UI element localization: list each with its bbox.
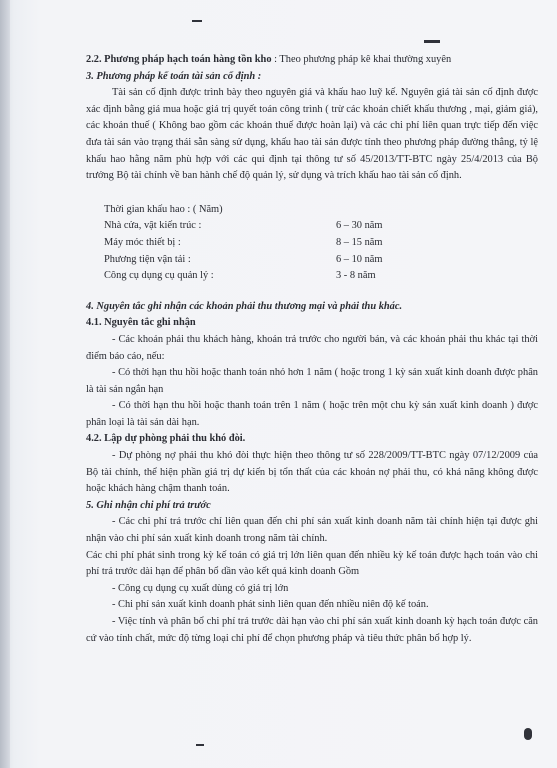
heading-5: 5. Ghi nhận chi phí trả trước xyxy=(86,499,211,511)
heading-2-2 xyxy=(86,52,538,69)
heading-3: 3. Phương pháp kế toán tài sản cố định : xyxy=(86,70,262,82)
paragraph-fixed-assets: Tài sản cố định được trình bày theo nguyên giá và khấu hao luỹ kế. Nguyên giá tài sản cố định được xác định bằng giá mua hoặc giá trị quyết toán công trình ( trừ các khoản chiết khấu thương , mại, giảm giá), các khoản thuế ( Không bao gồm các khoản thuế được hoàn lại) và các chi phí liên quan trực tiếp đến việc đưa tài sản vào trạng thái sẵn sàng sử dụng, khấu hao tài sản được tính theo phương pháp đường thẳng, tỷ lệ khấu hao hằng năm phù hợp với các qui định tại thông tư số 45/2013/TT-BTC ngày 25/4/2013 của Bộ trưởng Bộ tài chính về ban hành chế độ quản lý, sử dụng và trích khấu hao tài sản cố định. xyxy=(86,87,538,182)
useful-life-value: 3 - 8 năm xyxy=(336,270,376,282)
page-binding-edge xyxy=(0,0,10,768)
useful-life-value: 6 – 30 năm xyxy=(336,220,383,232)
scan-mark-bottom-left xyxy=(196,744,204,746)
useful-life-row xyxy=(104,252,538,269)
paragraph-doubtful-debts: - Dự phòng nợ phải thu khó đòi thực hiện theo thông tư số 228/2009/TT-BTC ngày 07/12/2009 của Bộ tài chính, thể hiện phần giá trị dự kiến bị tổn thất của các khoản nợ phải thu, có khả năng không được hoặc khách hàng chậm thanh toán. xyxy=(86,450,538,495)
heading-2-2-label: 2.2. Phương pháp hạch toán hàng tồn kho xyxy=(86,54,272,65)
useful-life-row xyxy=(104,235,538,252)
useful-life-row xyxy=(104,268,538,285)
useful-life-name: Công cụ dụng cụ quản lý : xyxy=(104,270,214,282)
scan-mark-bottom-right xyxy=(524,728,532,740)
scan-mark-top-right xyxy=(424,40,440,43)
paragraph-prepaid-allocation: - Việc tính và phân bổ chi phí trả trước dài hạn vào chi phí sản xuất kinh doanh kỳ hạch toán được căn cứ vào tính chất, mức độ từng loại chi phí để chọn phương pháp và tiêu thức phân bổ hợp lý. xyxy=(86,616,538,644)
useful-life-name: Máy móc thiết bị : xyxy=(104,236,181,248)
useful-life-title: Thời gian khấu hao : ( Năm) xyxy=(104,203,223,215)
heading-4: 4. Nguyên tắc ghi nhận các khoản phải thu thương mại và phải thu khác. xyxy=(86,300,403,312)
heading-4-1: 4.1. Nguyên tắc ghi nhận xyxy=(86,317,196,329)
paragraph-prepaid-multi-period: - Chi phí sản xuất kinh doanh phát sinh liên quan đến nhiều niên độ kế toán. xyxy=(112,599,429,611)
paragraph-receivables-intro: - Các khoản phải thu khách hàng, khoản trả trước cho người bán, và các khoản phải thu khác tại thời điểm báo cáo, nếu: xyxy=(86,333,538,362)
paragraph-prepaid-long-term: Các chi phí phát sinh trong kỳ kế toán có giá trị lớn liên quan đến nhiều kỳ kế toán được hạch toán vào chi phí trả trước dài hạn để phân bổ dần vào kết quả kinh doanh Gồm xyxy=(86,549,538,578)
scan-mark-top-left xyxy=(192,20,202,22)
paragraph-receivables-long-term: - Có thời hạn thu hồi hoặc thanh toán trên 1 năm ( hoặc trên một chu kỳ sản xuất kinh doanh ) được phân loại là tài sản dài hạn. xyxy=(86,400,538,428)
useful-life-row xyxy=(104,218,538,235)
heading-2-2-rest: : Theo phương pháp kê khai thường xuyên xyxy=(271,54,452,65)
useful-life-value: 6 – 10 năm xyxy=(336,253,383,265)
document-body xyxy=(86,52,538,647)
useful-life-value: 8 – 15 năm xyxy=(336,236,383,248)
useful-life-name: Phương tiện vận tải : xyxy=(104,253,191,265)
paragraph-prepaid-tools: - Công cụ dụng cụ xuất dùng có giá trị lớn xyxy=(112,582,289,594)
paragraph-receivables-short-term: - Có thời hạn thu hồi hoặc thanh toán nhỏ hơn 1 năm ( hoặc trong 1 kỳ sản xuất kinh doanh được phân là tài sản ngắn hạn xyxy=(86,367,538,395)
useful-life-name: Nhà cửa, vật kiến trúc : xyxy=(104,220,202,232)
heading-4-2: 4.2. Lập dự phòng phải thu khó đòi. xyxy=(86,433,246,445)
paragraph-prepaid-current: - Các chi phí trả trước chỉ liên quan đến chi phí sản xuất kinh doanh năm tài chính hiện tại được ghi nhận vào chi phí sản xuất kinh doanh trong năm tài chính. xyxy=(86,516,538,545)
